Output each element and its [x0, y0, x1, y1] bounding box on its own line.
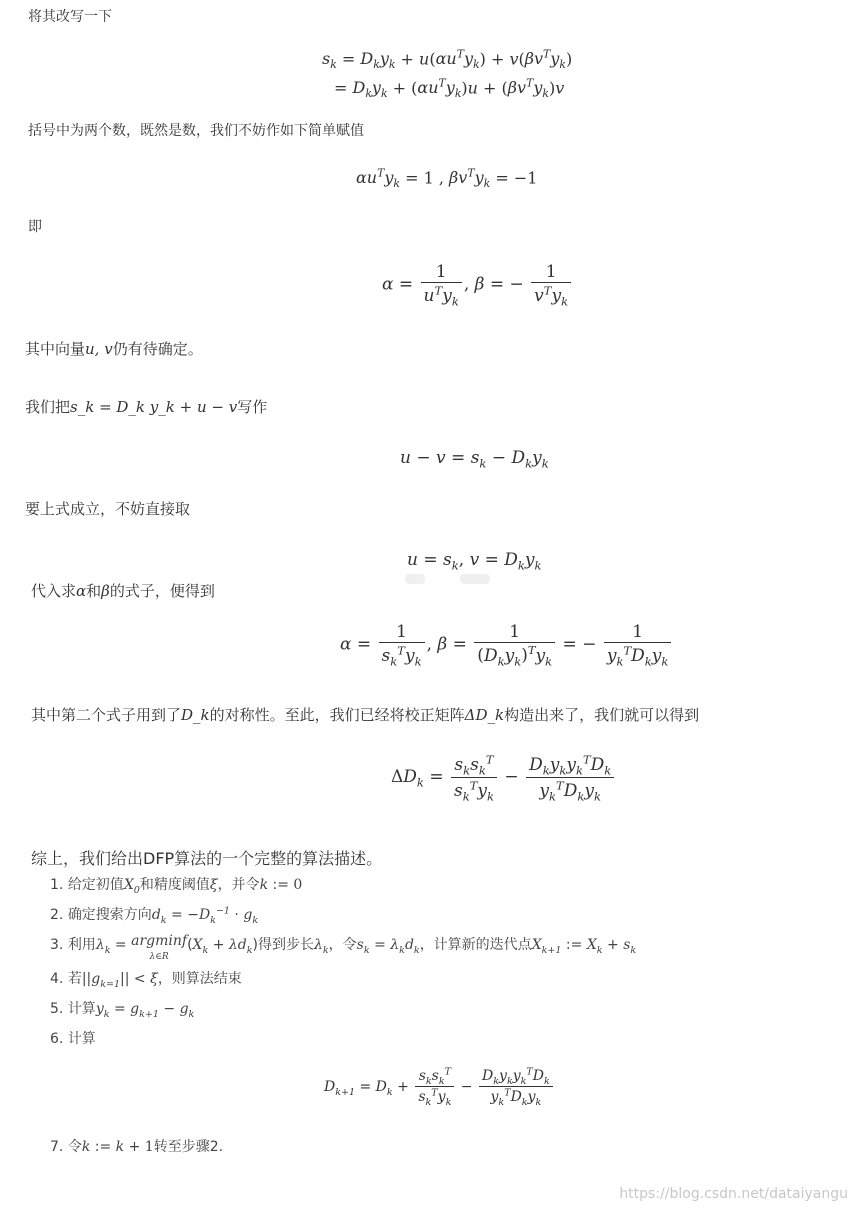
step-3: 3. 利用$\lambda_k = argminf$ $\lambda\in R(X_k + \lambda d_k)$得到步长$\lambda_k$，令$s_k = \lambda_kd_k$，计算新的迭代点$X_{k+1}$ := $X_k + s_k$ — [50, 933, 637, 962]
ji-text: 即 — [28, 219, 42, 235]
equation-sk-expansion-line1: $s_k = D_ky_k + u(\alpha u^Ty_k) + v(\beta v^Ty_k)$ — [322, 48, 573, 72]
hold-text: 要上式成立，不妨直接取 — [25, 500, 191, 518]
equation-u-minus-v: $u - v = s_k - D_ky_k$ — [400, 448, 549, 471]
faint-watermark-fragment — [405, 572, 500, 586]
equation-alpha-beta: α = $\frac{1}{u^Ty_k}$ , β = − $\frac{1}{v^Ty_k}$ — [382, 262, 573, 308]
step-4: 4. 若$||g_{k=1}|| < \xi$，则算法结束 — [50, 971, 242, 990]
equation-scalar-assignment: $\alpha u^Ty_k = 1$ , $\beta v^Ty_k = -1$ — [356, 167, 538, 191]
step-7: 7. 令k := k + 1转至步骤2. — [50, 1139, 224, 1155]
step-6: 6. 计算 — [50, 1031, 96, 1047]
uv-tbd-text: 其中向量u, v仍有待确定。 — [25, 340, 203, 358]
step-5: 5. 计算$y_k = g_{k+1} - g_k$ — [50, 1001, 195, 1020]
equation-u-v-choice: $u = s_k$, $v = D_ky_k$ — [407, 550, 542, 573]
two-scalars-text: 括号中为两个数，既然是数，我们不妨作如下简单赋值 — [28, 123, 364, 139]
symmetry-text: 其中第二个式子用到了D_k的对称性。至此，我们已经将校正矩阵ΔD_k构造出来了，我们就可以得到 — [31, 706, 700, 724]
step-1: 1. 给定初值$X_0$和精度阈值ξ，并令k := 0 — [50, 877, 303, 896]
watermark: https://blog.csdn.net/dataiyangu — [619, 1186, 848, 1202]
equation-alpha-beta-substituted: α = $\frac{1}{s_k^Ty_k}$ , β = $\frac{1}{(D_ky_k)^Ty_k}$ = − $\frac{1}{y_k^TD_ky_k}$ — [340, 622, 673, 668]
summary-text: 综上，我们给出DFP算法的一个完整的算法描述。 — [31, 849, 383, 868]
intro-text: 将其改写一下 — [28, 9, 112, 25]
equation-dk-update: $D_{k+1} = D_k$ + $\frac{s_ks_k^T}{s_k^Ty_k}$ − $\frac{D_ky_ky_k^TD_k}{y_k^TD_ky_k}$ — [324, 1066, 555, 1108]
rewrite-text: 我们把s_k = D_k y_k + u − v写作 — [25, 398, 268, 416]
equation-sk-expansion-line2: = $D_ky_k + (\alpha u^Ty_k)u + (\beta v^Ty_k)v$ — [334, 77, 565, 101]
step-2: 2. 确定搜索方向$d_k = -D_k^{-1} \cdot g_k$ — [50, 905, 259, 926]
substitute-text: 代入求α和β的式子，便得到 — [31, 582, 215, 600]
equation-delta-dk: $\Delta D_k$ = $\frac{s_ks_k^T}{s_k^Ty_k}$ − $\frac{D_ky_ky_k^TD_k}{y_k^TD_ky_k}$ — [391, 752, 616, 803]
